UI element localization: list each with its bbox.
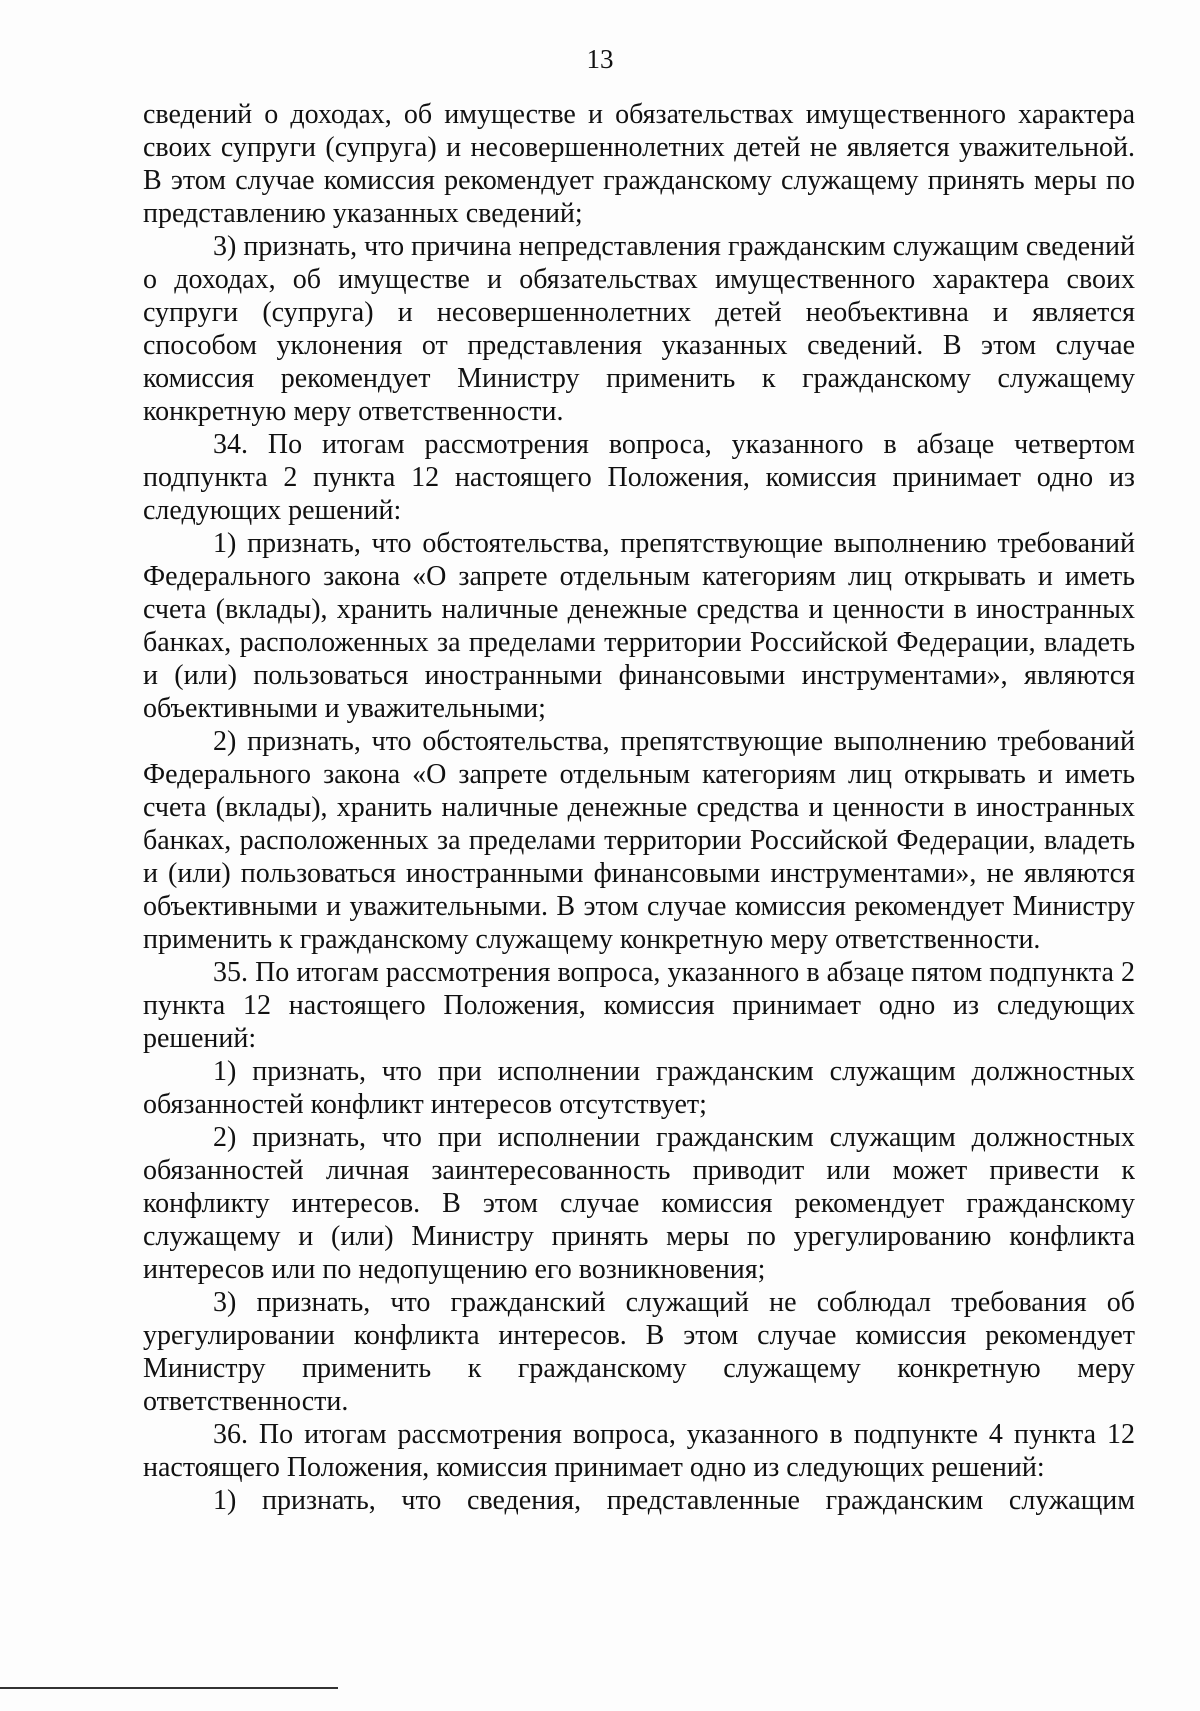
paragraph-36: 36. По итогам рассмотрения вопроса, указанного в подпункте 4 пункта 12 настоящего Положения, комиссия принимает одно из следующих решений:	[143, 1419, 1135, 1483]
paragraph-35-item-2: 2) признать, что при исполнении гражданским служащим должностных обязанностей личная заинтересованность приводит или может привести к конфликту интересов. В этом случае комиссия рекомендует гражданскому служащему и (или) Министру принять меры по урегулированию конфликта интересов или по недопущению его возникновения;	[143, 1122, 1135, 1285]
paragraph-continuation: сведений о доходах, об имуществе и обязательствах имущественного характера своих супруги (супруга) и несовершеннолетних детей не является уважительной. В этом случае комиссия рекомендует гражданскому служащему принять меры по представлению указанных сведений;	[143, 99, 1135, 229]
paragraph-34-item-1: 1) признать, что обстоятельства, препятствующие выполнению требований Федерального закона «О запрете отдельным категориям лиц открывать и иметь счета (вклады), хранить наличные денежные средства и ценности в иностранных банках, расположенных за пределами территории Российской Федерации, владеть и (или) пользоваться иностранными финансовыми инструментами», являются объективными и уважительными;	[143, 528, 1135, 724]
paragraph-35-item-1: 1) признать, что при исполнении гражданским служащим должностных обязанностей конфликт интересов отсутствует;	[143, 1056, 1135, 1120]
footer-rule	[0, 1687, 338, 1689]
paragraph-34-item-2: 2) признать, что обстоятельства, препятствующие выполнению требований Федерального закона «О запрете отдельным категориям лиц открывать и иметь счета (вклады), хранить наличные денежные средства и ценности в иностранных банках, расположенных за пределами территории Российской Федерации, владеть и (или) пользоваться иностранными финансовыми инструментами», не являются объективными и уважительными. В этом случае комиссия рекомендует Министру применить к гражданскому служащему конкретную меру ответственности.	[143, 726, 1135, 955]
paragraph-35-item-3: 3) признать, что гражданский служащий не соблюдал требования об урегулировании конфликта интересов. В этом случае комиссия рекомендует Министру применить к гражданскому служащему конкретную меру ответственности.	[143, 1287, 1135, 1417]
paragraph-35: 35. По итогам рассмотрения вопроса, указанного в абзаце пятом подпункта 2 пункта 12 настоящего Положения, комиссия принимает одно из следующих решений:	[143, 957, 1135, 1054]
document-body	[143, 98, 1135, 1517]
page-number: 13	[586, 44, 614, 74]
paragraph-36-item-1: 1) признать, что сведения, представленные гражданским служащим	[213, 1485, 1135, 1516]
paragraph-34: 34. По итогам рассмотрения вопроса, указанного в абзаце четвертом подпункта 2 пункта 12 настоящего Положения, комиссия принимает одно из следующих решений:	[143, 429, 1135, 526]
paragraph-item-3: 3) признать, что причина непредставления гражданским служащим сведений о доходах, об имуществе и обязательствах имущественного характера своих супруги (супруга) и несовершеннолетних детей необъективна и является способом уклонения от представления указанных сведений. В этом случае комиссия рекомендует Министру применить к гражданскому служащему конкретную меру ответственности.	[143, 231, 1135, 427]
